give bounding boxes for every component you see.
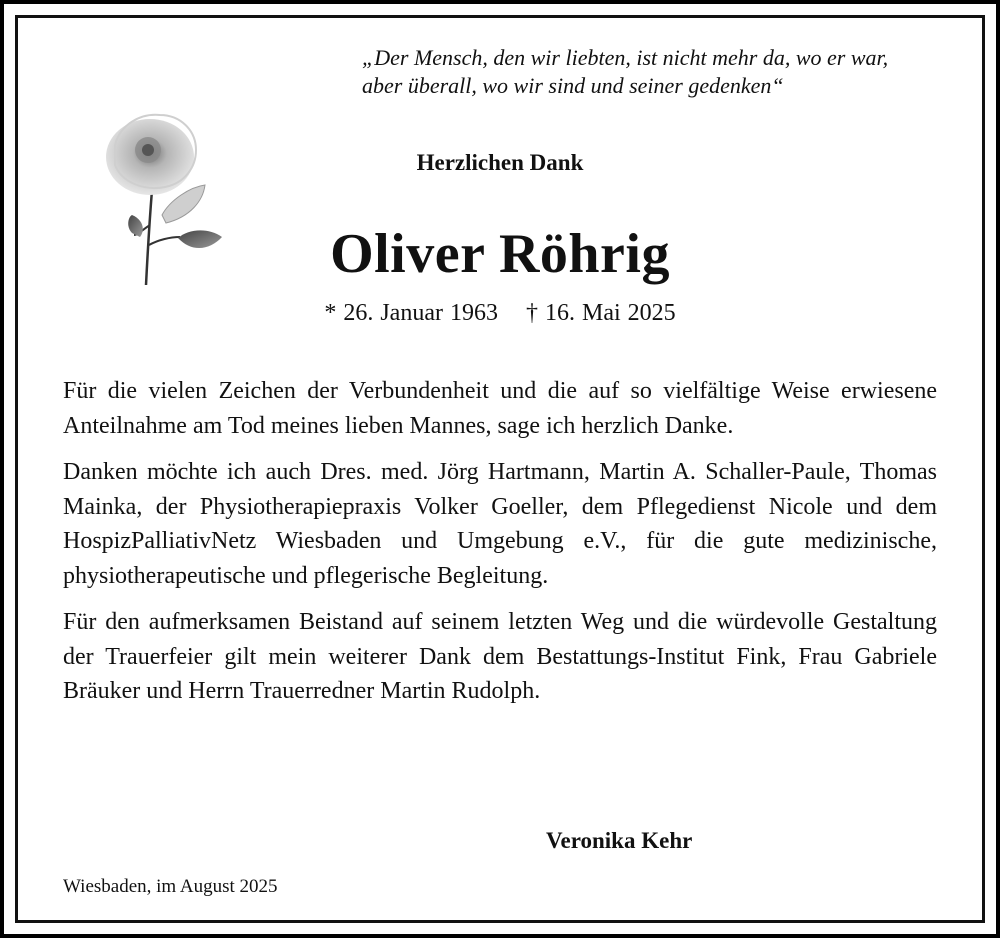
death-date: † 16. Mai 2025: [525, 300, 676, 326]
quote-line-2: aber überall, wo wir sind und seiner gedenken“: [362, 73, 784, 98]
life-dates: [0, 300, 1000, 327]
paragraph-3: Für den aufmerksamen Beistand auf seinem letzten Weg und die würdevolle Gestaltung der Trauerfeier gilt mein weiterer Dank dem Bestattungs-Institut Fink, Frau Gabriele Bräuker und Herrn Trauerredner Martin Rudolph.: [63, 609, 937, 704]
paragraph-2: Danken möchte ich auch Dres. med. Jörg Hartmann, Martin A. Schaller-Paule, Thomas Mainka, der Physiotherapiepraxis Volker Goeller, dem Pflegedienst Nicole und dem HospizPalliativNetz Wiesbaden und Umgebung e.V., für die gute medizinische, physiotherapeutische und pflegerische Begleitung.: [63, 459, 937, 589]
place-and-date: Wiesbaden, im August 2025: [63, 876, 278, 897]
body-text: [63, 374, 937, 721]
epigraph-quote: [362, 44, 982, 100]
birth-date: * 26. Januar 1963: [324, 300, 498, 326]
quote-line-1: „Der Mensch, den wir liebten, ist nicht mehr da, wo er war,: [362, 45, 889, 70]
paragraph-1: Für die vielen Zeichen der Verbundenheit und die auf so vielfältige Weise erwiesene Anteilnahme am Tod meines lieben Mannes, sage ich herzlich Danke.: [63, 378, 937, 439]
heading-thanks: Herzlichen Dank: [416, 150, 584, 175]
deceased-name: Oliver Röhrig: [330, 223, 670, 285]
signature: Veronika Kehr: [546, 828, 693, 853]
